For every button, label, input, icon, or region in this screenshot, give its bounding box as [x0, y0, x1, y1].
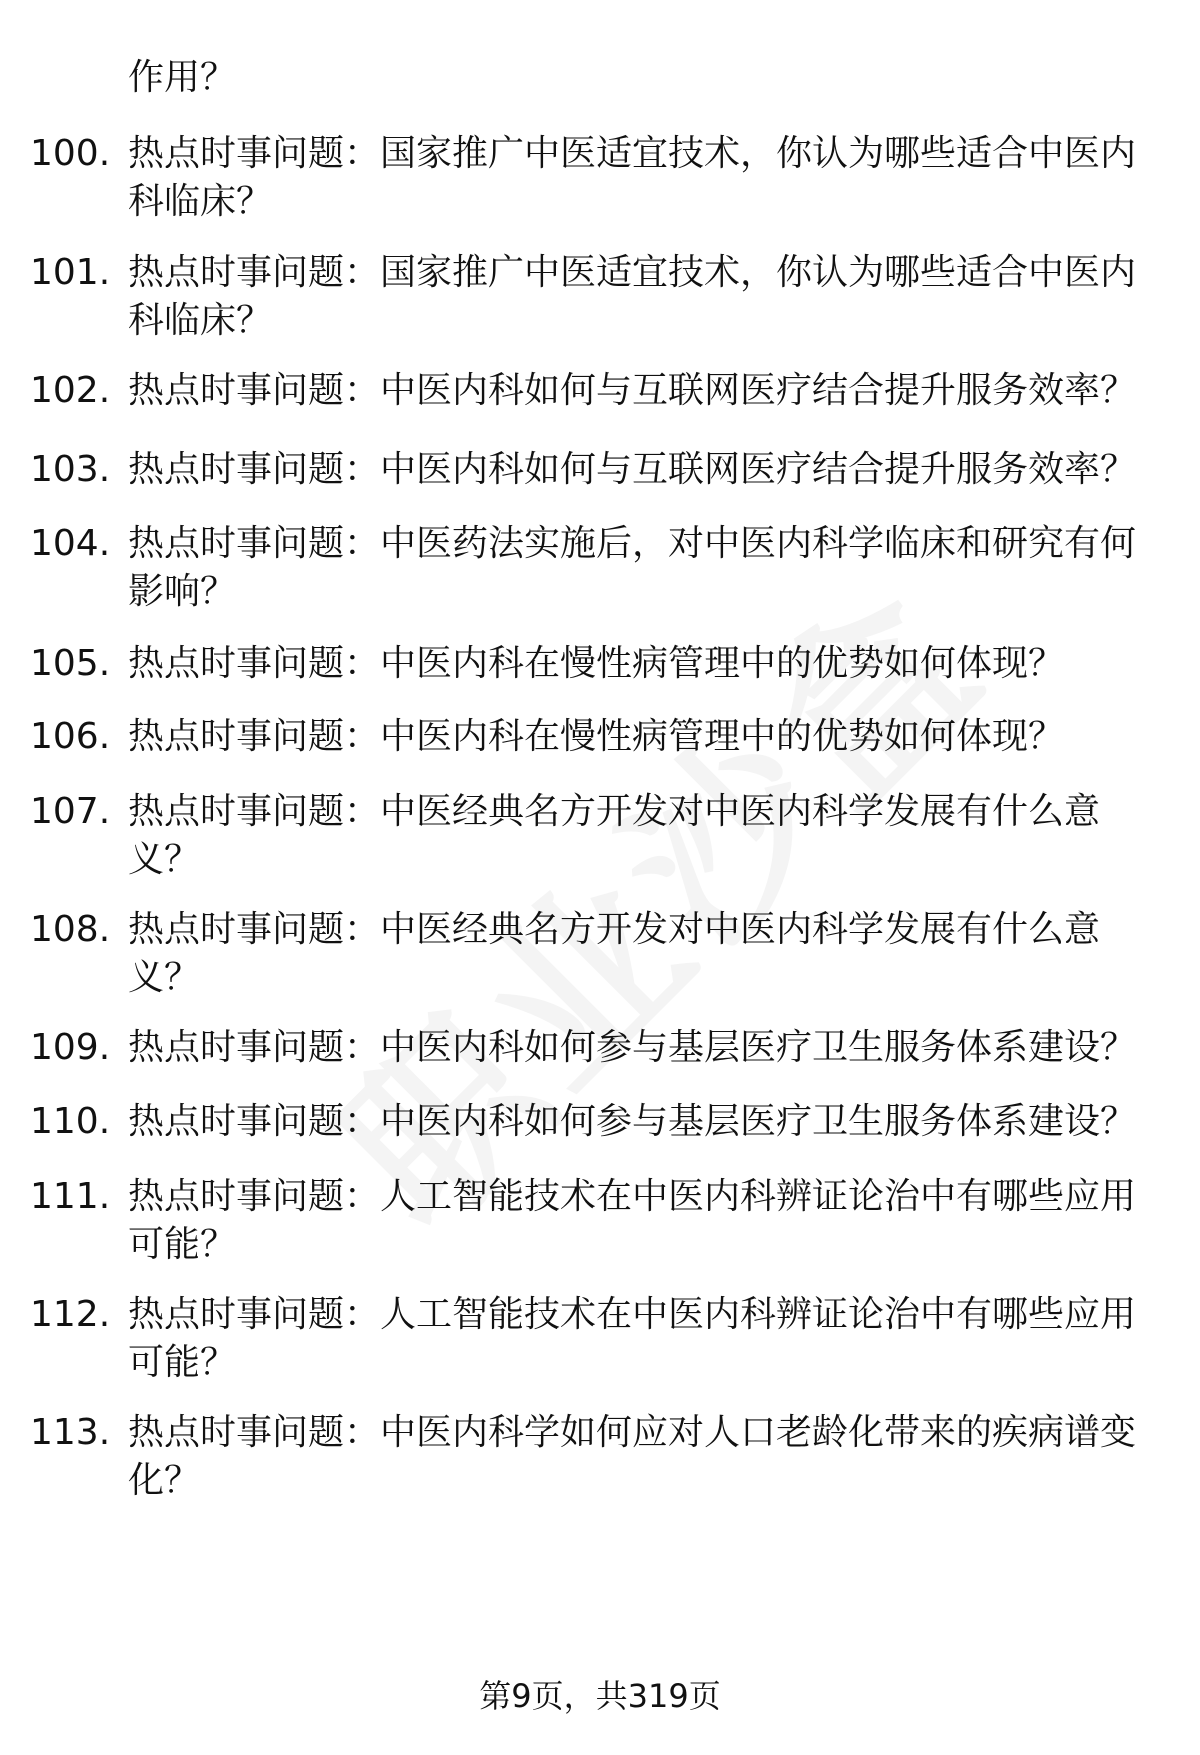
- question-item: [30, 367, 1170, 415]
- question-text: 热点时事问题：中医内科学如何应对人口老龄化带来的疾病谱变化？: [128, 1412, 1137, 1501]
- question-number: 103.: [30, 449, 111, 490]
- question-text: 热点时事问题：国家推广中医适宜技术，你认为哪些适合中医内科临床？: [128, 252, 1137, 341]
- question-number: 111.: [30, 1176, 111, 1217]
- question-text: 热点时事问题：中医内科如何参与基层医疗卫生服务体系建设？: [128, 1101, 1137, 1142]
- question-item: [30, 249, 1170, 345]
- question-item: [30, 906, 1170, 1002]
- question-number: 113.: [30, 1412, 111, 1453]
- question-item: [30, 1024, 1170, 1072]
- question-item: [30, 713, 1170, 761]
- question-number: 101.: [30, 252, 111, 293]
- question-item: [30, 130, 1170, 226]
- question-item: [30, 1173, 1170, 1269]
- question-number: 100.: [30, 133, 111, 174]
- question-text: 热点时事问题：中医内科在慢性病管理中的优势如何体现？: [128, 643, 1065, 684]
- question-number: 112.: [30, 1294, 111, 1335]
- question-item: [30, 1098, 1170, 1146]
- question-text: 热点时事问题：人工智能技术在中医内科辨证论治中有哪些应用可能？: [128, 1294, 1137, 1383]
- question-number: 108.: [30, 909, 111, 950]
- question-item: [30, 1291, 1170, 1387]
- question-number: 102.: [30, 370, 111, 411]
- question-item: [30, 788, 1170, 884]
- question-text: 热点时事问题：中医内科如何与互联网医疗结合提升服务效率？: [128, 449, 1137, 490]
- question-text: 热点时事问题：中医药法实施后，对中医内科学临床和研究有何影响？: [128, 523, 1137, 612]
- question-item: [30, 1409, 1170, 1505]
- question-number: 107.: [30, 791, 111, 832]
- question-text: 热点时事问题：中医内科如何与互联网医疗结合提升服务效率？: [128, 370, 1137, 411]
- question-text: 热点时事问题：人工智能技术在中医内科辨证论治中有哪些应用可能？: [128, 1176, 1137, 1265]
- question-number: 104.: [30, 523, 111, 564]
- question-text: 热点时事问题：中医经典名方开发对中医内科学发展有什么意义？: [128, 791, 1101, 880]
- question-number: 105.: [30, 643, 111, 684]
- question-item: [30, 520, 1170, 616]
- question-text: 热点时事问题：中医内科在慢性病管理中的优势如何体现？: [128, 716, 1065, 757]
- question-item: [30, 640, 1170, 688]
- question-text: 热点时事问题：中医内科如何参与基层医疗卫生服务体系建设？: [128, 1027, 1137, 1068]
- question-item: [30, 446, 1170, 494]
- page-footer: 第9页，共319页: [479, 1677, 721, 1715]
- question-number: 106.: [30, 716, 111, 757]
- question-text: 热点时事问题：国家推广中医适宜技术，你认为哪些适合中医内科临床？: [128, 133, 1137, 222]
- continued-question-text: 作用？: [128, 57, 237, 98]
- question-number: 110.: [30, 1101, 111, 1142]
- question-number: 109.: [30, 1027, 111, 1068]
- question-text: 热点时事问题：中医经典名方开发对中医内科学发展有什么意义？: [128, 909, 1101, 998]
